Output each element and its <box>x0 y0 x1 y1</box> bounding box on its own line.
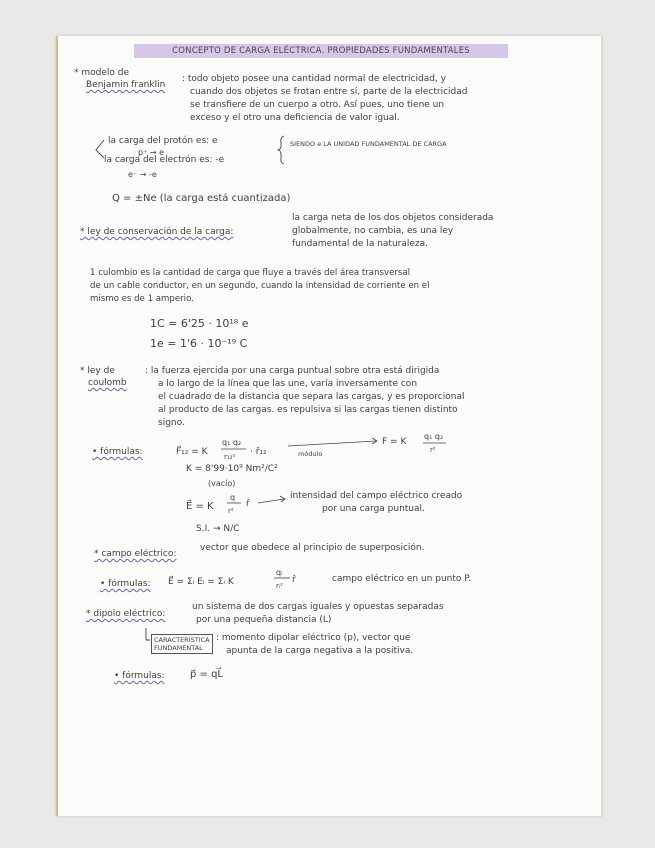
conservation-text-line: globalmente, no cambia, es una ley <box>292 226 454 236</box>
coulomb-law-line: signo. <box>158 418 185 428</box>
coulomb-formulas-label: • fórmulas: <box>92 447 143 457</box>
dipole-text-line: un sistema de dos cargas iguales y opuestas separadas <box>192 602 444 612</box>
coulomb-unit-line: mismo es de 1 amperio. <box>90 294 194 304</box>
franklin-label-name: Benjamin franklin <box>86 80 166 90</box>
force-unit-vector: · r̂₁₂ <box>250 447 267 457</box>
franklin-text-line: : todo objeto posee una cantidad normal de electricidad, y <box>182 74 446 84</box>
force-vector-formula: F⃗₁₂ = K <box>176 447 208 457</box>
si-unit: S.I. → N/C <box>196 524 240 534</box>
franklin-label: * modelo de <box>74 68 130 78</box>
dipole-text-line: por una pequeña distancia (L) <box>196 615 332 625</box>
field-text: vector que obedece al principio de superposición. <box>200 543 425 553</box>
conservation-text-line: la carga neta de los dos objetos considerada <box>292 213 494 223</box>
electron-arrow: e⁻ → -e <box>128 170 157 179</box>
coulomb-law-line: el cuadrado de la distancia que separa las cargas, y es proporcional <box>158 392 465 402</box>
field-formulas-label: • fórmulas: <box>100 579 151 589</box>
field-description: por una carga puntual. <box>322 504 425 514</box>
dipole-moment-desc: apunta de la carga negativa a la positiva. <box>226 646 414 656</box>
k-constant: K = 8'99·10⁹ Nm²/C² <box>186 464 278 474</box>
modulo-arrow <box>288 441 376 446</box>
superposition-den: rᵢ² <box>276 582 283 590</box>
franklin-text-line: exceso y el otro una deficiencia de valor igual. <box>190 113 400 123</box>
superposition-unit-vector: r̂ <box>292 575 296 585</box>
conservation-label: * ley de conservación de la carga: <box>80 227 234 237</box>
field-vector-formula: E⃗ = K <box>186 501 214 512</box>
coulomb-law-line: al producto de las cargas. es repulsiva si las cargas tienen distinto <box>158 405 458 415</box>
field-fraction-den: r² <box>228 507 234 515</box>
force-modulus-num: q₁ q₂ <box>424 432 444 441</box>
charges-brace <box>278 136 284 164</box>
coulomb-law-line: a lo largo de la línea que las une, varía inversamente con <box>158 379 418 389</box>
field-label: * campo eléctrico: <box>94 549 177 559</box>
page-title: CONCEPTO DE CARGA ELÉCTRICA. PROPIEDADES FUNDAMENTALES <box>134 44 508 58</box>
franklin-text-line: se transfiere de un cuerpo a otro. Así pues, uno tiene un <box>190 100 445 110</box>
superposition-formula: E⃗ = Σᵢ Eᵢ = Σᵢ K <box>168 577 234 587</box>
force-fraction-den: r₁₂² <box>224 453 236 461</box>
dipole-bracket <box>146 628 150 640</box>
dipole-formulas-label: • fórmulas: <box>114 671 165 681</box>
coulomb-unit-line: 1 culombio es la cantidad de carga que fluye a través del área transversal <box>90 268 411 278</box>
superposition-desc: campo eléctrico en un punto P. <box>332 574 472 584</box>
coulomb-equation: 1e = 1'6 · 10⁻¹⁹ C <box>150 337 248 350</box>
proton-charge: la carga del protón es: e <box>108 136 218 146</box>
coulomb-law-label: * ley de <box>80 366 115 376</box>
field-fraction-num: q <box>230 493 236 502</box>
quantized-formula: Q = ±Ne (la carga está cuantizada) <box>112 193 291 204</box>
characteristic-box-line: CARACTERÍSTICA <box>154 636 210 644</box>
coulomb-law-line: : la fuerza ejercida por una carga puntual sobre otra está dirigida <box>145 366 440 376</box>
brace-note: SIENDO e LA UNIDAD FUNDAMENTAL DE CARGA <box>290 140 447 148</box>
dipole-moment-desc: : momento dipolar eléctrico (p), vector que <box>216 633 411 643</box>
characteristic-box-line: FUNDAMENTAL <box>154 644 203 652</box>
coulomb-equation: 1C = 6'25 · 10¹⁸ e <box>150 317 249 330</box>
dipole-label: * dipolo eléctrico: <box>86 609 166 619</box>
field-desc-arrow <box>258 499 284 503</box>
dipole-formula: p⃗ = qL⃗ <box>190 669 224 680</box>
force-fraction-num: q₁ q₂ <box>222 438 242 447</box>
electron-charge: la carga del electrón es: -e <box>104 155 225 165</box>
franklin-text-line: cuando dos objetos se frotan entre sí, parte de la electricidad <box>190 87 468 97</box>
proton-arrow: p⁺ → e <box>138 148 165 157</box>
coulomb-law-label-name: coulomb <box>88 378 127 388</box>
coulomb-unit-line: de un cable conductor, en un segundo, cuando la intensidad de corriente en el <box>90 281 430 291</box>
conservation-text-line: fundamental de la naturaleza. <box>292 239 429 249</box>
superposition-num: qᵢ <box>276 568 283 577</box>
modulo-label: módulo <box>298 450 323 458</box>
force-modulus-den: r² <box>430 446 436 454</box>
field-description: intensidad del campo eléctrico creado <box>290 491 463 501</box>
charges-bracket <box>96 140 104 158</box>
vacuum-note: (vacío) <box>208 479 236 488</box>
force-modulus-formula: F = K <box>382 437 407 447</box>
field-unit-vector: r̂ <box>246 499 250 509</box>
